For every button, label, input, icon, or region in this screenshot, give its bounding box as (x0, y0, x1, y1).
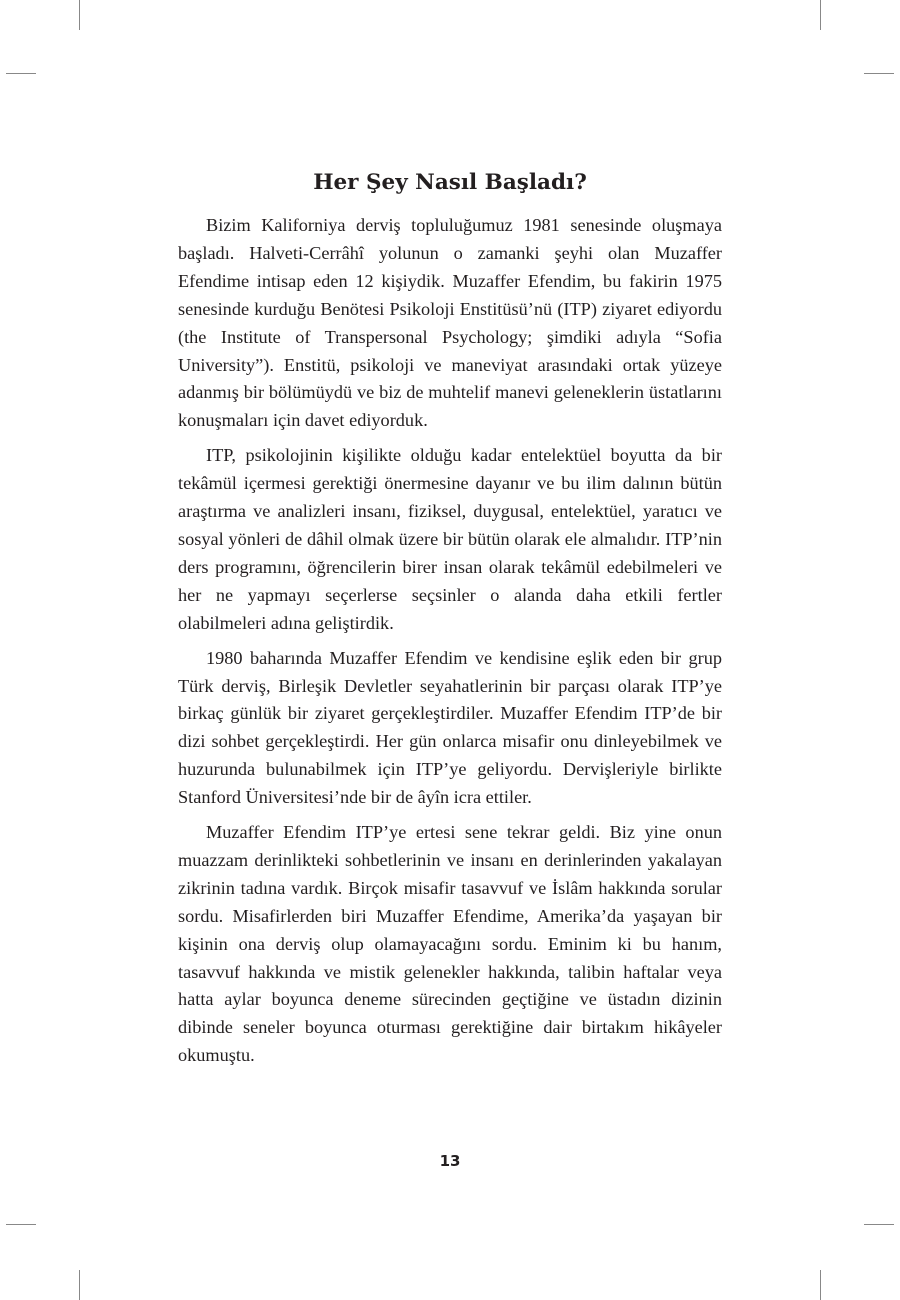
crop-mark-bottom-left (79, 1270, 80, 1300)
crop-mark-bottom-right (820, 1270, 821, 1300)
crop-mark-left-lower (6, 1224, 36, 1225)
crop-mark-left-upper (6, 73, 36, 74)
paragraph-3: 1980 baharında Muzaffer Efendim ve kendisine eşlik eden bir grup Türk derviş, Birleşik Devletler seyahatlerinin bir parçası olarak ITP’ye birkaç günlük bir ziyaret gerçekleştirdiler. Muzaffer Efendim ITP’de bir dizi sohbet gerçekleştirdi. Her gün onlarca misafir onu dinleyebilmek ve huzurunda bulunabilmek için ITP’ye geliyordu. Dervişleriyle birlikte Stanford Üniversitesi’nde bir de âyîn icra ettiler. (178, 647, 722, 808)
crop-mark-top-right (820, 0, 821, 30)
crop-mark-right-upper (864, 73, 894, 74)
page-number: 13 (439, 1152, 461, 1170)
chapter-title: Her Şey Nasıl Başladı? (313, 170, 587, 195)
paragraph-4: Muzaffer Efendim ITP’ye ertesi sene tekrar geldi. Biz yine onun muazzam derinlikteki sohbetlerinin ve insanı en derinlerinden yakalayan zikrinin tadına vardık. Birçok misafir tasavvuf ve İslâm hakkında sorular sordu. Misafirlerden biri Muzaffer Efendime, Amerika’da yaşayan bir kişinin ona derviş olup olamayacağını sordu. Eminim ki bu hanım, tasavvuf hakkında ve mistik gelenekler hakkında, talibin haftalar veya hatta aylar boyunca deneme sürecinden geçtiğine ve üstadın dizinin dibinde seneler boyunca oturması gerektiğine dair birtakım hikâyeler okumuştu. (178, 822, 722, 1066)
page-body (178, 168, 722, 1077)
crop-mark-right-lower (864, 1224, 894, 1225)
crop-mark-top-left (79, 0, 80, 30)
paragraph-1: Bizim Kaliforniya derviş topluluğumuz 1981 senesinde oluşmaya başladı. Halveti-Cerrâhî yolunun o zamanki şeyhi olan Muzaffer Efendime intisap eden 12 kişiydik. Muzaffer Efendim, bu fakirin 1975 senesinde kurduğu Benötesi Psikoloji Enstitüsü’nü (ITP) ziyaret ediyordu (the Institute of Transpersonal Psychology; şimdiki adıyla “Sofia University”). Enstitü, psikoloji ve maneviyat arasındaki ortak yüzeye adanmış bir bölümüydü ve biz de muhtelif manevi geleneklerin üstatlarını konuşmaları için davet ediyorduk. (178, 215, 722, 431)
paragraph-2: ITP, psikolojinin kişilikte olduğu kadar entelektüel boyutta da bir tekâmül içermesi gerektiği önermesine dayanır ve bu ilim dalının bütün araştırma ve analizleri insanı, fiziksel, duygusal, entelektüel, yaratıcı ve sosyal yönleri de dâhil olmak üzere bir bütün olarak ele almalıdır. ITP’nin ders programını, öğrencilerin birer insan olarak tekâmül edebilmeleri ve her ne yapmayı seçerlerse seçsinler o alanda daha etkili fertler olabilmeleri adına geliştirdik. (178, 445, 722, 633)
